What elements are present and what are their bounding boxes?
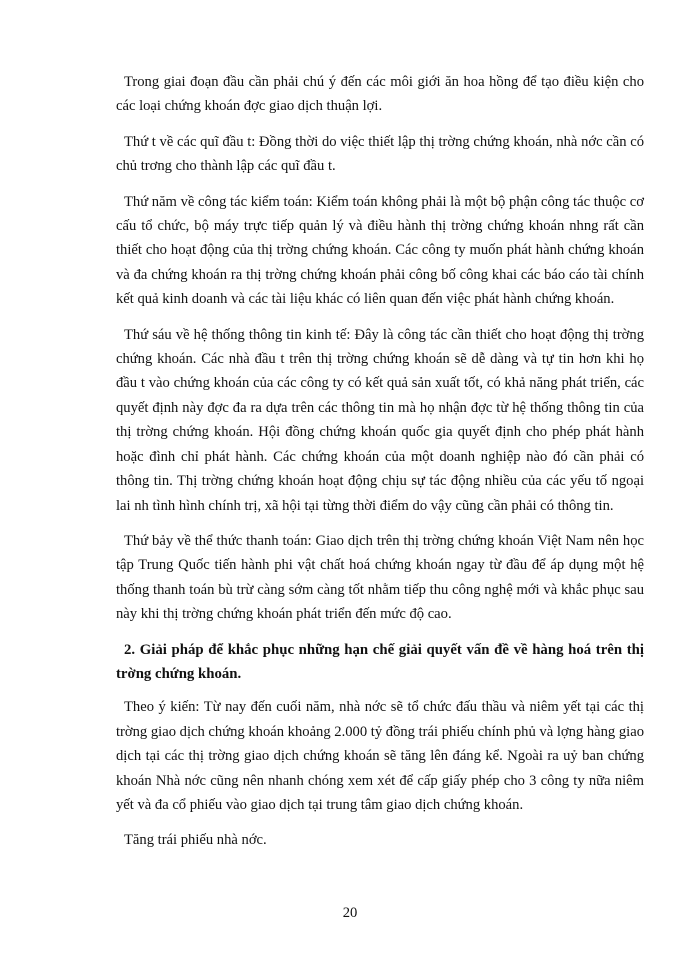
paragraph: Tăng trái phiếu nhà nớc. <box>124 832 267 849</box>
section-heading: 2. Giải pháp để khắc phục những hạn chế giải quyết vấn đề về hàng hoá trên thị trờng chứng khoán. <box>116 641 644 682</box>
page-number: 20 <box>342 905 358 921</box>
paragraph: Theo ý kiến: Từ nay đến cuối năm, nhà nớc sẽ tổ chức đấu thầu và niêm yết tại các thị trờng giao dịch chứng khoán khoảng 2.000 tỷ đồng trái phiếu chính phủ và lợng hàng giao dịch tại các thị trờng giao dịch chứng khoán sẽ tăng lên đáng kể. Ngoài ra uỷ ban chứng khoán Nhà nớc cũng nên nhanh chóng xem xét để cấp giấy phép cho 3 công ty nữa niêm yết và đa cổ phiếu vào giao dịch tại trung tâm giao dịch chứng khoán. <box>116 699 644 813</box>
paragraph: Thứ năm về công tác kiểm toán: Kiểm toán không phải là một bộ phận công tác thuộc cơ cấu tổ chức, bộ máy trực tiếp quản lý và điều hành thị trờng chứng khoán nhng rất cần thiết cho hoạt động của thị trờng chứng khoán. Các công ty muốn phát hành chứng khoán và đa chứng khoán ra thị trờng chứng khoán phải công bố công khai các báo cáo tài chính kết quả kinh doanh và các tài liệu khác có liên quan đến việc phát hành chứng khoán. <box>116 193 644 308</box>
paragraph: Trong giai đoạn đầu cần phải chú ý đến các môi giới ăn hoa hồng để tạo điều kiện cho các loại chứng khoán đợc giao dịch thuận lợi. <box>116 74 644 115</box>
paragraph: Thứ bảy về thể thức thanh toán: Giao dịch trên thị trờng chứng khoán Việt Nam nên học tập Trung Quốc tiến hành phi vật chất hoá chứng khoán ngay từ đầu để áp dụng một hệ thống thanh toán bù trừ càng sớm càng tốt nhằm tiếp thu công nghệ mới và khắc phục sau này khi thị trờng chứng khoán phát triển đến mức độ cao. <box>116 532 644 623</box>
paragraph: Thứ t về các quĩ đầu t: Đồng thời do việc thiết lập thị trờng chứng khoán, nhà nớc cần có chủ trơng cho thành lập các quĩ đầu t. <box>116 133 644 175</box>
paragraph: Thứ sáu về hệ thống thông tin kinh tế: Đây là công tác cần thiết cho hoạt động thị trờng chứng khoán. Các nhà đầu t trên thị trờng chứng khoán sẽ dễ dàng và tự tin hơn khi họ đầu t vào chứng khoán của các công ty có kết quả sản xuất tốt, có khả năng phát triển, các quyết định này đợc đa ra dựa trên các thông tin mà họ nhận đợc từ hệ thống thông tin của thị trờng chứng khoán. Hội đồng chứng khoán quốc gia quyết định cho phép phát hành hoặc đình chỉ phát hành. Các chứng khoán của một doanh nghiệp nào đó cần phải có thông tin. Thị trờng chứng khoán hoạt động chịu sự tác động nhiều của các yếu tố ngoại lai nh tình hình chính trị, xã hội tại từng thời điểm do vậy cũng cần phải có thông tin. <box>116 326 644 514</box>
